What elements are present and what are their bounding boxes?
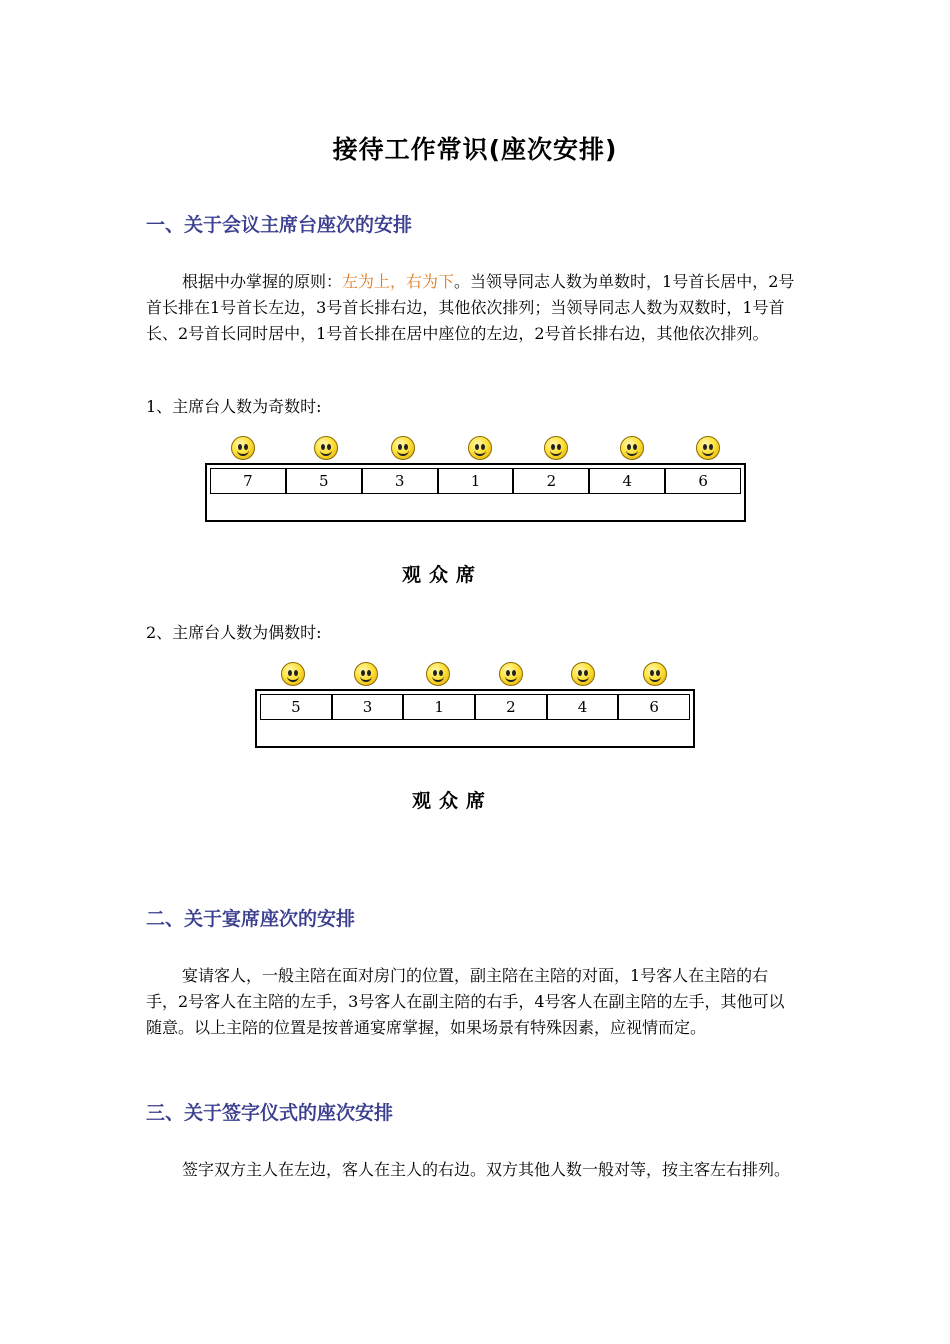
seat-cell: 7 [211,469,287,493]
seat-cell: 6 [649,698,659,716]
seat-cell: 4 [548,695,620,719]
audience-label: 观众席 [402,564,484,586]
smiley-face-icon [571,662,595,686]
smiley-face-icon [643,662,667,686]
seat-cell: 2 [476,695,548,719]
seat-cell: 1 [439,469,515,493]
seat-cell: 5 [287,469,363,493]
paragraph-text: 签字双方主人在左边，客人在主人的右边。双方其他人数一般对等，按主客左右排列。 [182,1160,791,1179]
smiley-face-icon [620,436,644,460]
section-heading-signing: 三、关于签字仪式的座次安排 [146,1102,394,1124]
highlight-text: 左为上，右为下 [342,272,455,291]
even-seating-label: 2、主席台人数为偶数时: [146,623,322,642]
section-paragraph-signing [146,1157,800,1183]
paragraph-text: 根据中办掌握的原则： [182,272,343,291]
section-heading-banquet: 二、关于宴席座次的安排 [146,908,356,930]
seat-cell: 4 [590,469,666,493]
seat-cell: 1 [404,695,476,719]
odd-head-table [205,463,746,522]
paragraph-text: 宴请客人，一般主陪在面对房门的位置，副主陪在主陪的对面，1号客人在主陪的右手，2号客人在主陪的左手，3号客人在副主陪的右手，4号客人在副主陪的左手，其他可以随意。以上主陪的位置是按普通宴席掌握，如果场景有特殊因素，应视情而定。 [146,966,785,1037]
smiley-face-icon [281,662,305,686]
smiley-face-icon [696,436,720,460]
audience-label: 观众席 [412,790,494,812]
even-seat-row [260,694,690,720]
smiley-face-icon [499,662,523,686]
smiley-face-icon [231,436,255,460]
seat-cell: 5 [261,695,333,719]
smiley-face-icon [426,662,450,686]
seat-cell: 2 [514,469,590,493]
seat-cell: 3 [363,469,439,493]
section-paragraph-meeting [146,269,800,347]
paragraph-text: 。当领导同志人数为单数时，1号首长居中，2号首长排在1号首长左边，3号首长排右边，其他依次排列；当领导同志人数为双数时，1号首长、2号首长同时居中，1号首长排在居中座位的左边，2号首长排右边，其他依次排列。 [146,272,795,343]
even-head-table [255,689,695,748]
smiley-face-icon [544,436,568,460]
smiley-face-icon [468,436,492,460]
smiley-face-icon [354,662,378,686]
smiley-face-icon [391,436,415,460]
odd-seat-row [210,468,741,494]
seat-cell: 6 [698,472,708,490]
section-paragraph-banquet [146,963,800,1041]
document-title: 接待工作常识(座次安排) [332,135,618,164]
section-heading-meeting: 一、关于会议主席台座次的安排 [146,214,413,236]
seat-cell: 3 [333,695,405,719]
odd-seating-label: 1、主席台人数为奇数时: [146,397,322,416]
smiley-face-icon [314,436,338,460]
